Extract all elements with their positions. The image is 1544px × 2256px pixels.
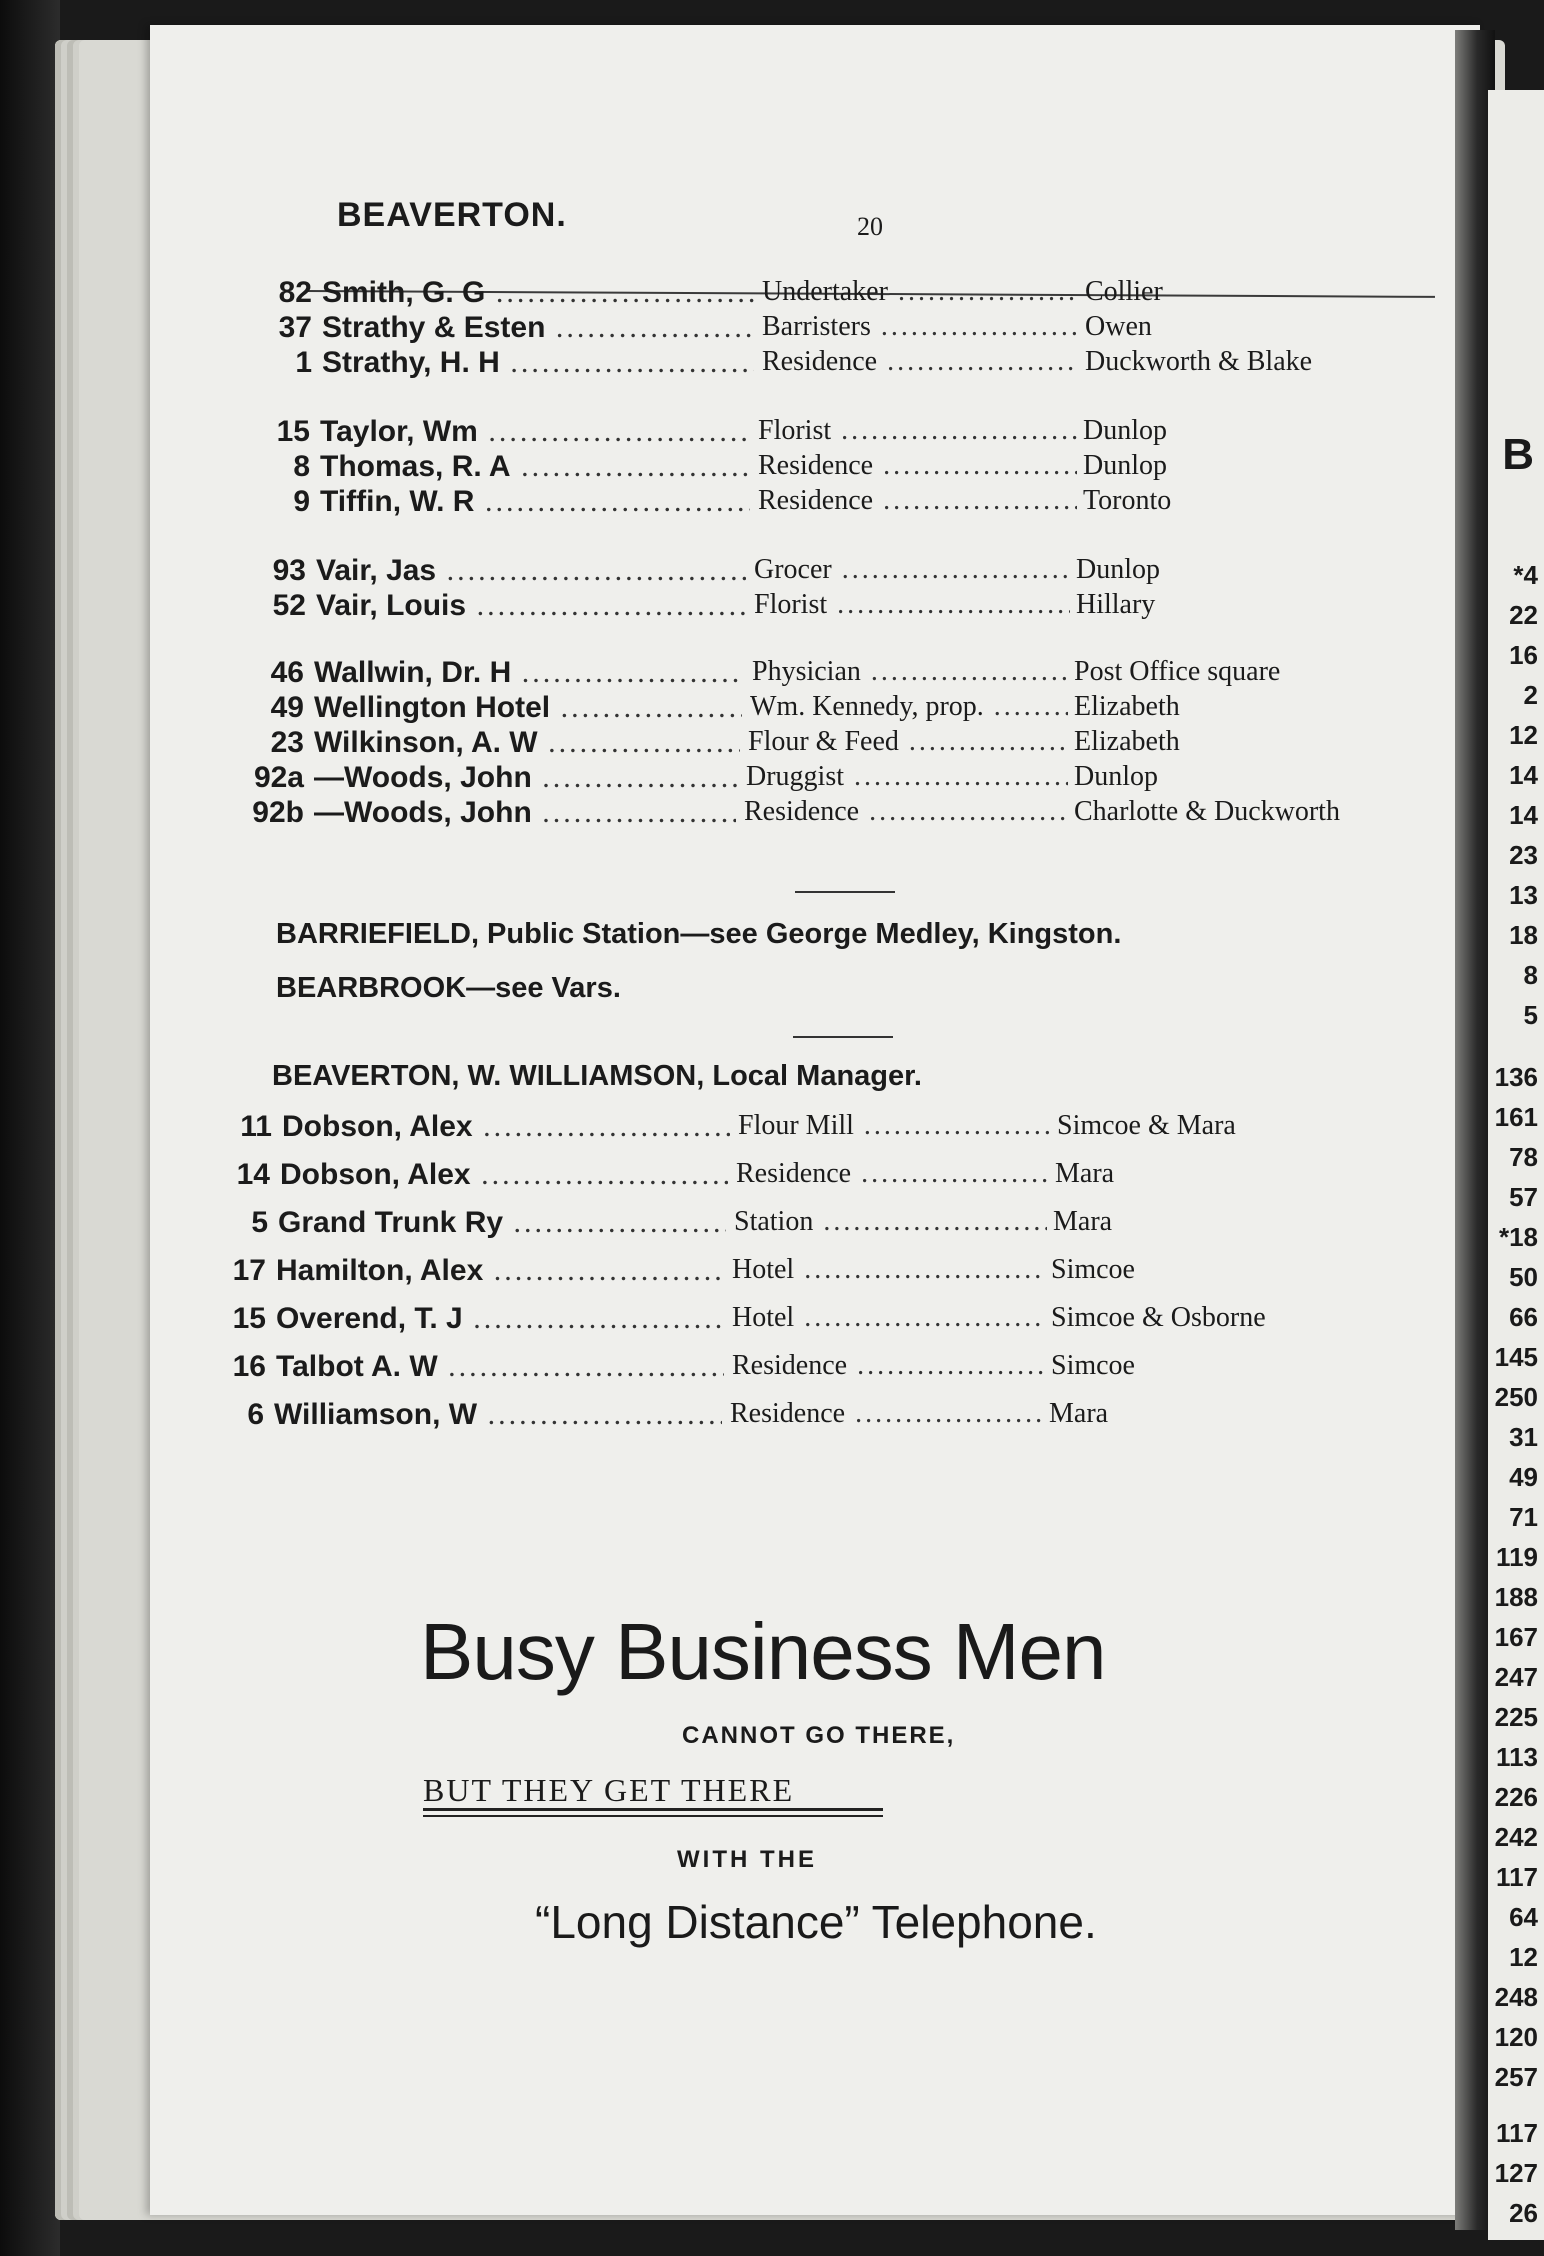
entry-address: Mara [1049,1398,1109,1429]
entry-number: 15 [232,1302,266,1335]
entry-business: Grocer ..... [754,554,1070,586]
next-page-number: 2 [1523,680,1538,710]
entry-address: Dunlop [1074,761,1158,792]
entry-address: Mara [1053,1206,1113,1237]
next-page-number: 248 [1494,1982,1538,2012]
next-page-number: 167 [1494,1622,1538,1652]
next-page-number: 57 [1509,1182,1538,1212]
entry-number: 11 [240,1110,272,1143]
entry-name: Hamilton, Alex ..... [276,1254,724,1288]
entry-number: 5 [251,1206,268,1239]
next-page-number: 78 [1509,1142,1538,1172]
next-page-number: 13 [1509,880,1538,910]
entry-number: 46 [270,656,304,689]
entry-address: Hillary [1076,589,1156,620]
next-page-number: 242 [1494,1822,1538,1852]
next-page-number: 120 [1494,2022,1538,2052]
entry-business: Residence ..... [762,346,1079,378]
next-page-number: 50 [1509,1262,1538,1292]
entry-address: Toronto [1083,485,1172,516]
entry-number: 15 [276,415,310,448]
entry-address: Dunlop [1083,415,1167,446]
entry-business: Flour & Feed ..... [748,726,1068,758]
entry-name: Strathy, H. H ..... [322,346,754,380]
notice-bearbrook: BEARBROOK—see Vars. [276,972,621,1004]
next-page-number: 22 [1509,600,1538,630]
entry-number: 49 [270,691,304,724]
entry-number: 92a [253,761,304,794]
next-page-number: *18 [1498,1222,1538,1252]
next-page-number: 136 [1494,1062,1538,1092]
next-page-number: 31 [1509,1422,1538,1452]
entry-name: Williamson, W ..... [274,1398,722,1432]
entry-name: Smith, G. G ..... [322,276,754,310]
next-page-number: 23 [1509,840,1538,870]
next-page-number: 161 [1494,1102,1538,1132]
entry-number: 93 [272,554,306,587]
entry-address: Post Office square [1074,656,1281,687]
beaverton-exchange-heading: BEAVERTON, W. WILLIAMSON, Local Manager. [272,1060,922,1092]
next-page-number: 225 [1494,1702,1538,1732]
next-page-number: 12 [1509,720,1538,750]
section-separator [793,1036,893,1038]
next-page-number: 71 [1509,1502,1538,1532]
entry-name: Tiffin, W. R ..... [320,485,750,519]
entry-business: Physician ..... [752,656,1068,688]
entry-name: Wilkinson, A. W ..... [314,726,740,760]
entry-address: Mara [1055,1158,1115,1189]
entry-number: 16 [232,1350,266,1383]
entry-number: 92b [252,796,304,829]
next-page-number: 12 [1509,1942,1538,1972]
entry-name: Dobson, Alex ..... [282,1110,730,1144]
entry-number: 82 [278,276,312,309]
next-page-number: 247 [1494,1662,1538,1692]
next-page-number: 14 [1509,760,1538,790]
next-page-number: 250 [1494,1382,1538,1412]
entry-number: 23 [270,726,304,759]
entry-business: Residence ..... [744,796,1068,828]
ad-line-with: WITH THE [677,1846,817,1873]
next-page-number: 113 [1496,1742,1538,1772]
entry-business: Residence ..... [758,485,1077,517]
entry-business: Flour Mill ..... [738,1110,1051,1142]
entry-number: 17 [232,1254,266,1287]
entry-business: Barristers ..... [762,311,1079,343]
next-page-number: 18 [1509,920,1538,950]
entry-name: Wellington Hotel ..... [314,691,742,725]
next-page-number: 188 [1494,1582,1538,1612]
notice-barriefield: BARRIEFIELD, Public Station—see George Medley, Kingston. [276,918,1122,950]
entry-address: Dunlop [1076,554,1160,585]
next-page-number: 226 [1494,1782,1538,1812]
entry-business: Undertaker ..... [762,276,1079,308]
entry-number: 1 [295,346,312,379]
entry-name: —Woods, John ..... [314,761,738,795]
entry-address: Elizabeth [1074,691,1180,722]
entry-name: Talbot A. W ..... [276,1350,724,1384]
entry-name: Strathy & Esten ..... [322,311,754,345]
next-page-number: 64 [1509,1902,1538,1932]
section-separator [795,891,895,893]
entry-number: 8 [293,450,310,483]
entry-name: Wallwin, Dr. H ..... [314,656,744,690]
entry-business: Residence ..... [758,450,1077,482]
entry-address: Owen [1085,311,1152,342]
next-page-number: 117 [1496,2118,1538,2148]
entry-address: Charlotte & Duckworth [1074,796,1340,827]
next-page-heading: B [1502,430,1534,479]
next-page-edge [1488,90,1544,2240]
entry-business: Hotel ..... [732,1302,1045,1334]
entry-address: Elizabeth [1074,726,1180,757]
entry-number: 52 [272,589,306,622]
next-page-number: 5 [1523,1000,1538,1030]
entry-name: Thomas, R. A ..... [320,450,750,484]
entry-name: —Woods, John ..... [314,796,736,830]
entry-number: 6 [247,1398,264,1431]
entry-business: Station ..... [734,1206,1047,1238]
entry-name: Overend, T. J ..... [276,1302,724,1336]
next-page-number: 14 [1509,800,1538,830]
entry-number: 37 [278,311,312,344]
entry-name: Grand Trunk Ry ..... [278,1206,726,1240]
entry-business: Wm. Kennedy, prop. ..... [750,691,1068,723]
entry-business: Residence ..... [730,1398,1043,1430]
next-page-number: 257 [1494,2062,1538,2092]
entry-address: Dunlop [1083,450,1167,481]
entry-name: Taylor, Wm ..... [320,415,750,449]
entry-address: Simcoe [1051,1254,1135,1285]
entry-number: 14 [236,1158,270,1191]
next-page-number: 145 [1494,1342,1538,1372]
entry-address: Collier [1085,276,1163,307]
entry-address: Duckworth & Blake [1085,346,1313,377]
entry-number: 9 [293,485,310,518]
entry-address: Simcoe & Osborne [1051,1302,1266,1333]
page-title: BEAVERTON. [337,196,567,234]
next-page-number: 119 [1496,1542,1538,1572]
ad-headline: Busy Business Men [420,1607,1106,1696]
entry-business: Druggist ..... [746,761,1068,793]
next-page-number: 8 [1523,960,1538,990]
entry-address: Simcoe [1051,1350,1135,1381]
page-number: 20 [857,212,883,241]
entry-address: Simcoe & Mara [1057,1110,1236,1141]
ad-line-but: BUT THEY GET THERE [423,1772,795,1808]
next-page-number: 26 [1509,2198,1538,2228]
next-page-number: 127 [1494,2158,1538,2188]
entry-business: Florist ..... [754,589,1070,621]
entry-business: Florist ..... [758,415,1077,447]
next-page-number: *4 [1513,560,1538,590]
next-page-number: 16 [1509,640,1538,670]
ad-underline [423,1815,883,1817]
entry-business: Hotel ..... [732,1254,1045,1286]
entry-business: Residence ..... [736,1158,1049,1190]
ad-line-cannot: CANNOT GO THERE, [682,1722,956,1749]
next-page-number: 117 [1496,1862,1538,1892]
entry-name: Dobson, Alex ..... [280,1158,728,1192]
entry-name: Vair, Louis ..... [316,589,746,623]
entry-name: Vair, Jas ..... [316,554,746,588]
entry-business: Residence ..... [732,1350,1045,1382]
next-page-number: 49 [1509,1462,1538,1492]
ad-line-telephone: “Long Distance” Telephone. [535,1896,1097,1948]
ad-underline [423,1808,883,1811]
scan-edge [0,0,60,2256]
next-page-number: 66 [1509,1302,1538,1332]
header [337,196,1437,256]
